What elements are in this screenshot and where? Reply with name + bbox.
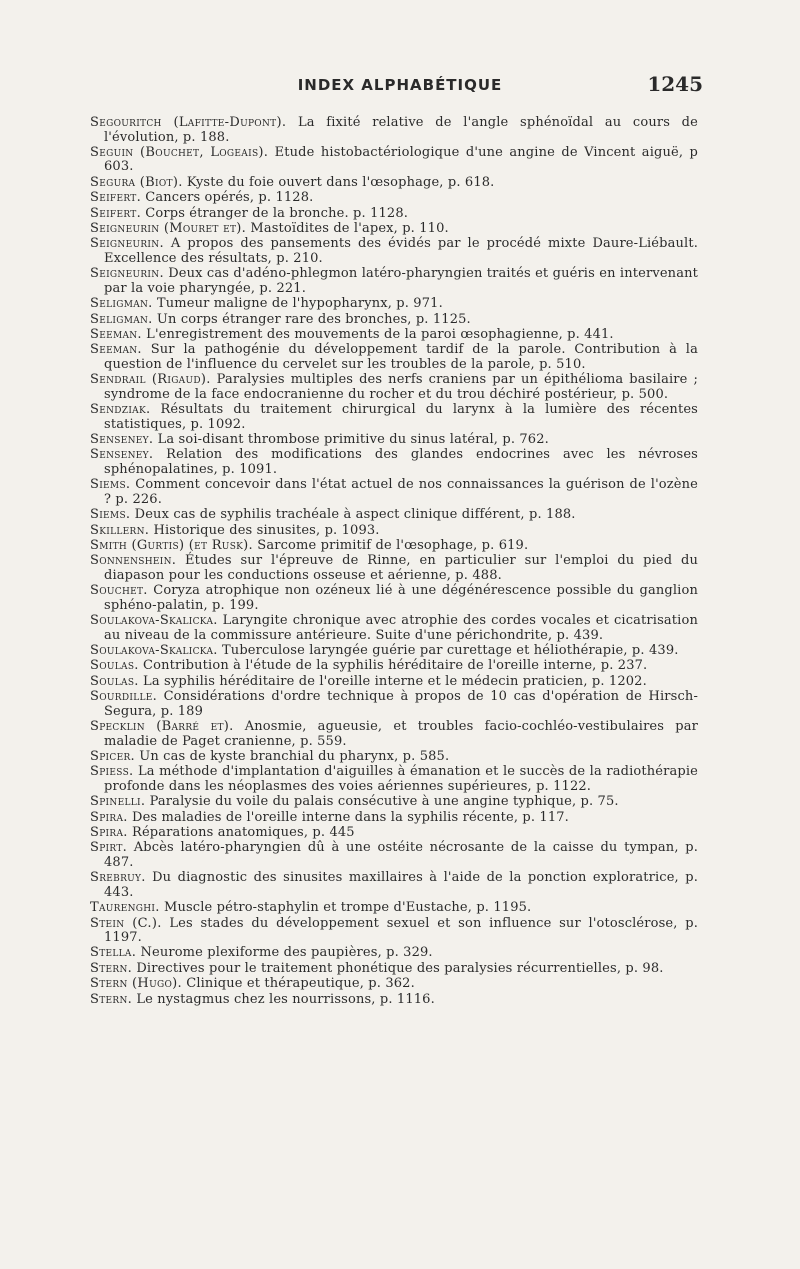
index-entry — [90, 539, 698, 554]
entry-text: Du diagnostic des sinusites maxillaires à l'aide de la ponction exploratrice, p. 443. — [104, 870, 698, 900]
entry-author: Sendrail (Rigaud). — [90, 372, 211, 388]
entry-author: Souchet. — [90, 583, 148, 599]
index-entry — [90, 267, 698, 296]
entry-author: Seifert. — [90, 190, 141, 206]
index-entry — [90, 191, 698, 206]
index-entry — [90, 946, 698, 961]
index-entry — [90, 841, 698, 870]
index-entry — [90, 524, 698, 539]
entry-text: Paralysie du voile du palais consécutive à une angine typhique, p. 75. — [145, 794, 619, 810]
index-entry — [90, 644, 698, 659]
entry-text: Paralysies multiples des nerfs craniens par un épithélioma basilaire ; syndrome de la face endocranienne du rocher et du trou déchiré postérieur, p. 500. — [104, 372, 698, 402]
entry-author: Sourdille. — [90, 689, 158, 705]
entry-text: La fixité relative de l'angle sphénoïdal au cours de l'évolution, p. 188. — [104, 115, 698, 145]
entry-text: L'enregistrement des mouvements de la paroi œsophagienne, p. 441. — [141, 326, 614, 342]
entry-text: Cancers opérés, p. 1128. — [141, 190, 314, 206]
entry-author: Srebruy. — [90, 870, 146, 886]
page-number: 1245 — [647, 72, 703, 96]
entry-author: Soulas. — [90, 673, 139, 689]
entry-text: Les stades du développement sexuel et son influence sur l'otosclérose, p. 1197. — [104, 915, 699, 946]
entry-text: Un cas de kyste branchial du pharynx, p. 585. — [134, 748, 450, 764]
entry-author: Seeman. — [90, 326, 142, 342]
entry-author: Seigneurin (Mouret et). — [90, 220, 247, 236]
index-entry — [90, 765, 698, 794]
entry-author: Seligman. — [90, 311, 153, 327]
index-entry — [90, 871, 698, 900]
index-entry — [90, 977, 698, 992]
entry-text: Deux cas d'adéno-phlegmon latéro-pharyngien traités et guéris en intervenant par la voie pharyngée, p. 221. — [104, 266, 698, 296]
entry-text: Tuberculose laryngée guérie par curettage et héliothérapie, p. 439. — [217, 642, 679, 658]
index-entry — [90, 826, 698, 841]
index-entry — [90, 675, 698, 690]
index-entry — [90, 795, 698, 810]
entry-text: Comment concevoir dans l'état actuel de nos connaissances la guérison de l'ozène ? p. 226. — [104, 477, 698, 507]
entry-author: Seeman. — [90, 342, 142, 358]
entry-author: Segura (Biot). — [90, 174, 183, 190]
index-entry — [90, 222, 698, 237]
entry-author: Spinelli. — [90, 794, 146, 810]
entry-text: Clinique et thérapeutique, p. 362. — [181, 976, 415, 992]
entry-text: Un corps étranger rare des bronches, p. 1125. — [152, 311, 471, 327]
entry-author: Skillern. — [90, 522, 150, 538]
entry-author: Senseney. — [90, 447, 154, 463]
index-entry — [90, 448, 698, 477]
entry-author: Stern. — [90, 960, 133, 976]
index-entry — [90, 508, 698, 523]
index-entry — [90, 478, 698, 507]
entry-text: Relation des modifications des glandes endocrines avec les névroses sphénopalatines, p. 1091. — [104, 447, 698, 477]
entry-author: Spira. — [90, 809, 128, 825]
index-entry — [90, 614, 698, 643]
entry-text: Contribution à l'étude de la syphilis héréditaire de l'oreille interne, p. 237. — [138, 658, 648, 674]
entry-author: Smith (Gurtis) (et Rusk). — [90, 537, 253, 553]
entry-text: Sur la pathogénie du développement tardif de la parole. Contribution à la question de l'influence du cervelet sur les troubles de la parole, p. 510. — [104, 342, 698, 372]
index-entries — [90, 116, 698, 1008]
entry-text: Coryza atrophique non ozéneux lié à une dégénérescence possible du ganglion sphéno-palatin, p. 199. — [104, 583, 698, 613]
index-entry — [90, 811, 698, 826]
entry-author: Taurenghi. — [90, 900, 160, 916]
index-entry — [90, 373, 698, 402]
entry-author: Siems. — [90, 477, 131, 493]
entry-text: Muscle pétro-staphylin et trompe d'Eustache, p. 1195. — [159, 900, 532, 916]
entry-text: La syphilis héréditaire de l'oreille interne et le médecin praticien, p. 1202. — [138, 673, 647, 689]
entry-text: Considérations d'ordre technique à propos de 10 cas d'opération de Hirsch-Segura, p. 189 — [104, 689, 698, 719]
index-entry — [90, 917, 698, 946]
entry-author: Stern (Hugo). — [90, 976, 182, 992]
entry-text: Mastoïdites de l'apex, p. 110. — [246, 220, 449, 236]
index-entry — [90, 690, 698, 719]
entry-text: Sarcome primitif de l'œsophage, p. 619. — [253, 537, 529, 553]
entry-author: Soulakova-Skalicka. — [90, 642, 218, 658]
index-entry — [90, 901, 698, 916]
entry-author: Stein (C.). — [90, 915, 162, 931]
entry-text: Corps étranger de la bronche. p. 1128. — [141, 205, 409, 221]
entry-text: Études sur l'épreuve de Rinne, en particulier sur l'emploi du pied du diapason pour les conductions osseuse et aérienne, p. 488. — [104, 553, 698, 583]
entry-text: Réparations anatomiques, p. 445 — [127, 825, 355, 840]
entry-text: Laryngite chronique avec atrophie des cordes vocales et cicatrisation au niveau de la commissure antérieure. Suite d'une périchondrite, p. 439. — [104, 613, 698, 643]
index-entry — [90, 584, 698, 613]
index-entry — [90, 146, 698, 175]
index-entry — [90, 659, 698, 674]
index-entry — [90, 993, 698, 1008]
index-entry — [90, 116, 698, 145]
index-entry — [90, 403, 698, 432]
entry-author: Senseney. — [90, 431, 154, 447]
entry-author: Stern. — [90, 991, 133, 1007]
index-entry — [90, 343, 698, 372]
entry-author: Seigneurin. — [90, 236, 164, 252]
entry-author: Siems. — [90, 507, 131, 523]
index-entry — [90, 750, 698, 765]
entry-author: Specklin (Barré et). — [90, 719, 234, 735]
entry-text: Etude histobactériologique d'une angine de Vincent aiguë, p 603. — [104, 144, 699, 175]
entry-text: Résultats du traitement chirurgical du larynx à la lumière des récentes statistiques, p. 1092. — [104, 402, 698, 432]
entry-author: Soulakova-Skalicka. — [90, 613, 218, 629]
entry-text: Historique des sinusites, p. 1093. — [149, 522, 380, 538]
entry-text: Le nystagmus chez les nourrissons, p. 1116. — [132, 991, 435, 1007]
entry-text: Deux cas de syphilis trachéale à aspect clinique différent, p. 188. — [130, 507, 576, 523]
entry-text: A propos des pansements des évidés par le procédé mixte Daure-Liébault. Excellence des résultats, p. 210. — [104, 236, 698, 266]
entry-text: La soi-disant thrombose primitive du sinus latéral, p. 762. — [153, 431, 549, 447]
entry-author: Seifert. — [90, 205, 141, 221]
entry-text: Tumeur maligne de l'hypopharynx, p. 971. — [152, 296, 443, 312]
entry-author: Spirt. — [90, 840, 128, 856]
index-entry — [90, 328, 698, 343]
entry-text: Kyste du foie ouvert dans l'œsophage, p. 618. — [182, 174, 495, 190]
entry-author: Seligman. — [90, 296, 153, 312]
index-entry — [90, 433, 698, 448]
entry-text: Directives pour le traitement phonétique des paralysies récurrentielles, p. 98. — [132, 960, 664, 976]
entry-author: Spiess. — [90, 764, 134, 780]
index-entry — [90, 313, 698, 328]
index-entry — [90, 297, 698, 312]
entry-author: Spicer. — [90, 748, 135, 764]
entry-author: Soulas. — [90, 658, 139, 674]
index-entry — [90, 962, 698, 977]
entry-text: Abcès latéro-pharyngien dû à une ostéite nécrosante de la caisse du tympan, p. 487. — [104, 840, 698, 870]
entry-author: Spira. — [90, 825, 128, 840]
index-entry — [90, 237, 698, 266]
entry-author: Sonnenshein. — [90, 553, 177, 569]
entry-text: Anosmie, agueusie, et troubles facio-cochléo-vestibulaires par maladie de Paget cranienne, p. 559. — [104, 719, 698, 749]
entry-author: Seigneurin. — [90, 266, 164, 282]
index-entry — [90, 176, 698, 191]
running-title: INDEX ALPHABÉTIQUE — [297, 76, 503, 94]
entry-author: Segouritch (Lafitte-Dupont). — [90, 115, 287, 130]
index-entry — [90, 720, 698, 749]
entry-author: Seguin (Bouchet, Logeais). — [90, 144, 269, 160]
entry-text: Des maladies de l'oreille interne dans la syphilis récente, p. 117. — [127, 809, 569, 825]
entry-text: La méthode d'implantation d'aiguilles à émanation et le succès de la radiothérapie profonde dans les néoplasmes des voies aériennes supérieures, p. 1122. — [104, 764, 698, 794]
index-entry — [90, 207, 698, 222]
entry-author: Sendziak. — [90, 402, 151, 418]
entry-text: Neurome plexiforme des paupières, p. 329. — [136, 945, 433, 961]
index-entry — [90, 554, 698, 583]
entry-author: Stella. — [90, 945, 137, 961]
